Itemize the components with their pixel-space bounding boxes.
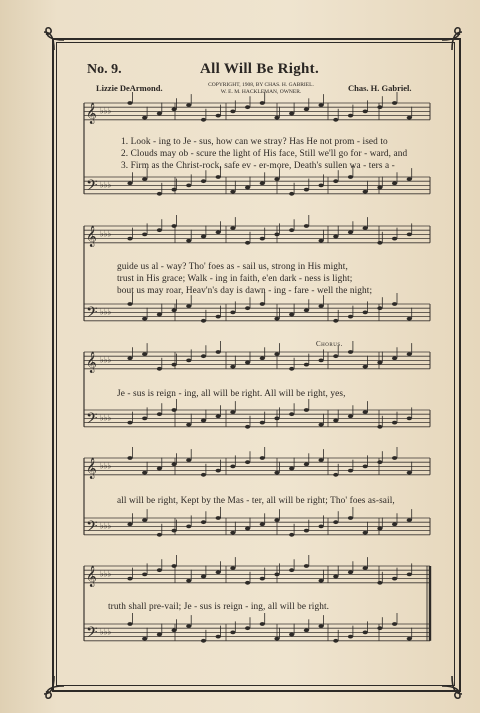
chorus-line-2: all will be right, Kept by the Mas - ter, all will be right; Tho' foes as-sail, [117, 496, 395, 506]
note-head [127, 622, 132, 626]
note-head [172, 408, 177, 412]
lyricist-credit: Lizzie DeArmond. [96, 83, 163, 93]
note-head [348, 516, 353, 520]
verse-3-line-2: bout us may roar, Heav'n's day is dawn - ing - fare - well the night; [117, 286, 373, 296]
note-head [274, 417, 279, 421]
note-head [319, 525, 324, 529]
note-head [201, 354, 206, 358]
note-head [172, 529, 177, 533]
note-head [392, 577, 397, 581]
note-head [245, 581, 250, 585]
note-head [392, 101, 397, 105]
note-head [363, 311, 368, 315]
note-head [333, 575, 338, 579]
note-head [216, 635, 221, 639]
note-head [407, 637, 412, 641]
note-head [319, 184, 324, 188]
note-head [392, 302, 397, 306]
note-head [392, 356, 397, 360]
note-head [274, 116, 279, 120]
note-head [201, 419, 206, 423]
note-head [230, 226, 235, 230]
note-head [289, 467, 294, 471]
note-head [363, 465, 368, 469]
note-head [127, 101, 132, 105]
note-head [245, 105, 250, 109]
note-head [216, 350, 221, 354]
note-head [304, 107, 309, 111]
hymn-number: No. 9. [87, 62, 122, 77]
note-head [274, 518, 279, 522]
copyright-line: COPYRIGHT, 1908, BY CHAS. H. GABRIEL. [208, 82, 314, 88]
note-head [157, 533, 162, 537]
note-head [377, 186, 382, 190]
note-head [142, 637, 147, 641]
note-head [392, 421, 397, 425]
note-head [377, 581, 382, 585]
note-head [157, 112, 162, 116]
note-head [172, 224, 177, 228]
verse-2-line-2: trust in His grace; Walk - ing in faith, e'en dark - ness is light; [117, 274, 353, 284]
verse-3-line-1: 3. Firm as the Christ-rock, safe ev - er-more, Death's sullen wa - ters a - [121, 161, 395, 171]
note-head [274, 471, 279, 475]
chorus-label: Chorus. [316, 340, 343, 348]
note-head [319, 103, 324, 107]
note-head [407, 471, 412, 475]
note-head [377, 527, 382, 531]
note-head [230, 410, 235, 414]
note-head [127, 181, 132, 185]
note-head [377, 425, 382, 429]
note-head [407, 116, 412, 120]
note-head [363, 365, 368, 369]
note-head [186, 423, 191, 427]
hymn-title: All Will Be Right. [200, 61, 320, 77]
note-head [377, 105, 382, 109]
note-head [127, 421, 132, 425]
key-signature-icon: ♭♭♭ [100, 355, 112, 365]
note-head [407, 352, 412, 356]
note-head [363, 226, 368, 230]
clef-icon: 𝄞 [86, 351, 97, 373]
note-head [245, 460, 250, 464]
note-head [363, 410, 368, 414]
note-head [274, 177, 279, 181]
note-head [230, 190, 235, 194]
note-head [172, 564, 177, 568]
note-head [319, 624, 324, 628]
note-head [289, 112, 294, 116]
note-head [216, 469, 221, 473]
note-head [245, 306, 250, 310]
note-head [245, 425, 250, 429]
note-head [216, 570, 221, 574]
note-head [127, 577, 132, 581]
composer-credit: Chas. H. Gabriel. [348, 83, 412, 93]
note-head [392, 622, 397, 626]
note-head [260, 237, 265, 241]
note-head [274, 233, 279, 237]
note-head [216, 114, 221, 118]
note-head [201, 118, 206, 122]
note-head [289, 533, 294, 537]
clef-icon: 𝄢 [86, 623, 98, 645]
note-head [289, 313, 294, 317]
note-head [142, 417, 147, 421]
note-head [186, 184, 191, 188]
clef-icon: 𝄢 [86, 303, 98, 325]
note-head [172, 462, 177, 466]
note-head [157, 192, 162, 196]
note-head [289, 228, 294, 232]
note-head [201, 473, 206, 477]
note-head [363, 631, 368, 635]
note-head [319, 304, 324, 308]
key-signature-icon: ♭♭♭ [100, 521, 112, 531]
note-head [201, 575, 206, 579]
note-head [348, 315, 353, 319]
note-head [333, 520, 338, 524]
note-head [260, 181, 265, 185]
note-head [186, 239, 191, 243]
note-head [319, 579, 324, 583]
note-head [230, 631, 235, 635]
note-head [230, 110, 235, 114]
note-head [142, 573, 147, 577]
note-head [157, 467, 162, 471]
note-head [392, 522, 397, 526]
note-head [127, 302, 132, 306]
note-head [319, 359, 324, 363]
note-head [260, 101, 265, 105]
note-head [245, 241, 250, 245]
note-head [157, 568, 162, 572]
note-head [186, 304, 191, 308]
note-head [201, 235, 206, 239]
note-head [363, 531, 368, 535]
note-head [127, 522, 132, 526]
note-head [304, 408, 309, 412]
note-head [216, 414, 221, 418]
note-head [304, 529, 309, 533]
note-head [260, 577, 265, 581]
key-signature-icon: ♭♭♭ [100, 461, 112, 471]
note-head [304, 224, 309, 228]
note-head [142, 317, 147, 321]
note-head [172, 628, 177, 632]
chorus-line-3: truth shall pre-vail; Je - sus is reign - ing, all will be right. [108, 602, 330, 612]
key-signature-icon: ♭♭♭ [100, 180, 112, 190]
note-head [348, 350, 353, 354]
key-signature-icon: ♭♭♭ [100, 229, 112, 239]
verse-1-line-2: guide us al - way? Tho' foes as - sail us, strong in His might, [117, 262, 348, 272]
note-head [377, 460, 382, 464]
note-head [289, 412, 294, 416]
note-head [260, 421, 265, 425]
note-head [142, 177, 147, 181]
note-head [377, 306, 382, 310]
note-head [157, 367, 162, 371]
note-head [407, 177, 412, 181]
note-head [319, 239, 324, 243]
note-head [142, 518, 147, 522]
note-head [260, 522, 265, 526]
clef-icon: 𝄞 [86, 565, 97, 587]
note-head [172, 188, 177, 192]
note-head [186, 579, 191, 583]
note-head [216, 230, 221, 234]
note-head [377, 626, 382, 630]
note-head [201, 639, 206, 643]
note-head [407, 417, 412, 421]
note-head [274, 317, 279, 321]
note-head [127, 237, 132, 241]
note-head [333, 118, 338, 122]
note-head [230, 465, 235, 469]
clef-icon: 𝄢 [86, 517, 98, 539]
note-head [230, 311, 235, 315]
note-head [333, 354, 338, 358]
note-head [127, 356, 132, 360]
note-head [348, 635, 353, 639]
note-head [127, 456, 132, 460]
note-head [274, 352, 279, 356]
note-head [304, 628, 309, 632]
note-head [392, 181, 397, 185]
note-head [348, 114, 353, 118]
note-head [245, 527, 250, 531]
note-head [186, 624, 191, 628]
clef-icon: 𝄞 [86, 457, 97, 479]
note-head [319, 458, 324, 462]
note-head [289, 633, 294, 637]
note-head [172, 107, 177, 111]
chorus-line-1: Je - sus is reign - ing, all will be right. All will be right, yes, [117, 389, 346, 399]
note-head [304, 308, 309, 312]
note-head [333, 319, 338, 323]
key-signature-icon: ♭♭♭ [100, 106, 112, 116]
note-head [274, 573, 279, 577]
note-head [230, 566, 235, 570]
note-head [363, 110, 368, 114]
note-head [230, 531, 235, 535]
note-head [186, 359, 191, 363]
note-head [245, 186, 250, 190]
note-head [157, 313, 162, 317]
note-head [319, 423, 324, 427]
note-head [230, 365, 235, 369]
note-head [348, 570, 353, 574]
key-signature-icon: ♭♭♭ [100, 307, 112, 317]
note-head [304, 564, 309, 568]
note-head [142, 471, 147, 475]
note-head [304, 462, 309, 466]
note-head [172, 308, 177, 312]
owner-line: W. E. M. HACKLEMAN, OWNER. [220, 89, 302, 95]
note-head [289, 568, 294, 572]
note-head [289, 192, 294, 196]
note-head [260, 356, 265, 360]
note-head [274, 637, 279, 641]
note-head [142, 233, 147, 237]
note-head [348, 414, 353, 418]
note-head [142, 352, 147, 356]
note-head [186, 458, 191, 462]
note-head [392, 237, 397, 241]
note-head [157, 633, 162, 637]
note-head [407, 573, 412, 577]
note-head [333, 473, 338, 477]
clef-icon: 𝄞 [86, 102, 97, 124]
note-head [142, 116, 147, 120]
note-head [333, 179, 338, 183]
note-head [348, 230, 353, 234]
note-head [245, 626, 250, 630]
clef-icon: 𝄞 [86, 225, 97, 247]
note-head [157, 228, 162, 232]
note-head [333, 419, 338, 423]
key-signature-icon: ♭♭♭ [100, 569, 112, 579]
note-head [407, 317, 412, 321]
note-head [260, 302, 265, 306]
note-head [216, 175, 221, 179]
note-head [407, 233, 412, 237]
note-head [157, 412, 162, 416]
note-head [289, 367, 294, 371]
note-head [304, 188, 309, 192]
key-signature-icon: ♭♭♭ [100, 413, 112, 423]
note-head [201, 520, 206, 524]
note-head [216, 315, 221, 319]
note-head [377, 241, 382, 245]
note-head [348, 175, 353, 179]
note-head [348, 469, 353, 473]
clef-icon: 𝄢 [86, 409, 98, 431]
note-head [201, 319, 206, 323]
note-head [392, 456, 397, 460]
note-head [201, 179, 206, 183]
note-head [186, 103, 191, 107]
note-head [333, 235, 338, 239]
note-head [333, 639, 338, 643]
verse-2-line-1: 2. Clouds may ob - scure the light of His face, Still we'll go for - ward, and [121, 149, 408, 159]
note-head [363, 566, 368, 570]
clef-icon: 𝄢 [86, 176, 98, 198]
note-head [304, 363, 309, 367]
key-signature-icon: ♭♭♭ [100, 627, 112, 637]
note-head [245, 361, 250, 365]
note-head [172, 363, 177, 367]
note-head [363, 190, 368, 194]
note-head [407, 518, 412, 522]
note-head [260, 622, 265, 626]
note-head [186, 525, 191, 529]
verse-1-line-1: 1. Look - ing to Je - sus, how can we stray? Has He not prom - ised to [121, 137, 388, 147]
note-head [216, 516, 221, 520]
note-head [377, 361, 382, 365]
note-head [260, 456, 265, 460]
